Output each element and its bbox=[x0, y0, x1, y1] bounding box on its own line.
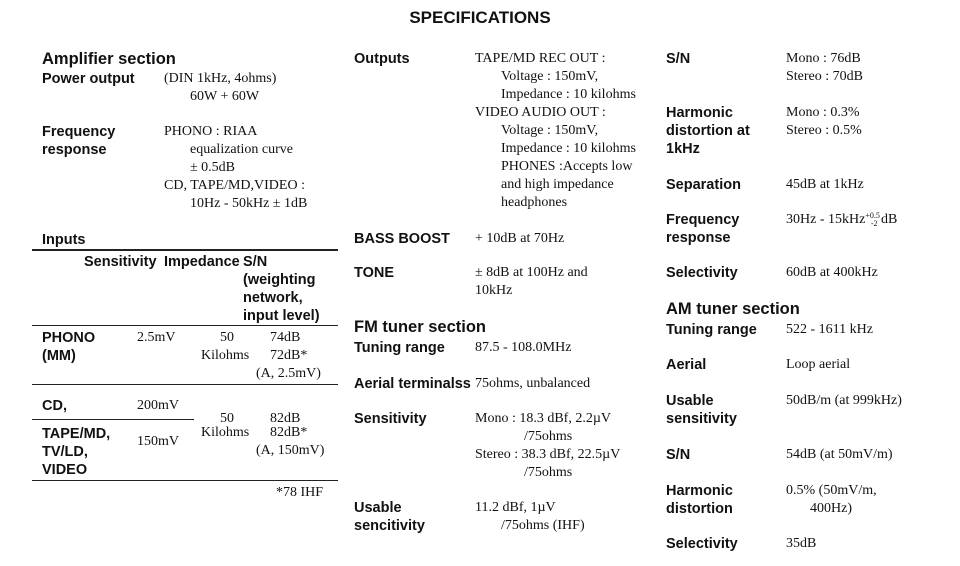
fm-sensitivity-stereo: Stereo : 38.3 dBf, 22.5µV bbox=[475, 447, 621, 462]
inputs-row-cd-sensitivity: 200mV bbox=[137, 398, 179, 413]
inputs-shared-sn: 82dB bbox=[270, 411, 301, 426]
fm-harmonic-distortion-label-line3: 1kHz bbox=[666, 141, 700, 157]
tone-label: TONE bbox=[354, 265, 395, 281]
outputs-tape-impedance: Impedance : 10 kilohms bbox=[501, 87, 636, 102]
fm-aerial-terminals-label: Aerial terminalss bbox=[354, 376, 471, 392]
inputs-col-sn-weighting: (weighting bbox=[243, 272, 316, 288]
fm-section-heading: FM tuner section bbox=[354, 318, 487, 336]
fm-selectivity-value: 60dB at 400kHz bbox=[786, 265, 878, 280]
outputs-video-audio-out: VIDEO AUDIO OUT : bbox=[475, 105, 606, 120]
fm-sensitivity-mono: Mono : 18.3 dBf, 2.2µV bbox=[475, 411, 612, 426]
inputs-shared-sn-a: 82dB* bbox=[270, 425, 308, 440]
am-harmonic-distortion-value: 0.5% (50mV/m, bbox=[786, 483, 877, 498]
inputs-header-rule bbox=[32, 249, 338, 251]
amp-frequency-response-line-range: 10Hz - 50kHz ± 1dB bbox=[190, 196, 308, 211]
fm-separation-value: 45dB at 1kHz bbox=[786, 177, 864, 192]
fm-sensitivity-label: Sensitivity bbox=[354, 411, 427, 427]
amp-frequency-response-riaa: equalization curve bbox=[190, 142, 294, 157]
fm-harmonic-distortion-mono: Mono : 0.3% bbox=[786, 105, 860, 120]
inputs-row-phono-sensitivity: 2.5mV bbox=[137, 330, 176, 345]
outputs-phones: PHONES :Accepts low bbox=[501, 159, 633, 174]
fm-selectivity-label: Selectivity bbox=[666, 265, 738, 281]
inputs-row-phono-name: PHONO bbox=[42, 330, 96, 346]
fm-sn-stereo: Stereo : 70dB bbox=[786, 69, 863, 84]
outputs-phones-impedance: and high impedance bbox=[501, 177, 614, 192]
fm-sensitivity-stereo-ohms: /75ohms bbox=[524, 465, 573, 480]
inputs-row-phono-sn-a: 72dB* bbox=[270, 348, 308, 363]
inputs-col-sn-network: network, bbox=[243, 290, 303, 306]
am-usable-sensitivity-label-line2: sensitivity bbox=[666, 411, 737, 427]
outputs-phones-headphones: headphones bbox=[501, 195, 568, 210]
fm-tuning-range-label: Tuning range bbox=[354, 340, 445, 356]
fm-frequency-response-tol-minus: -2 bbox=[870, 219, 878, 228]
inputs-col-sn: S/N bbox=[243, 254, 268, 270]
inputs-shared-impedance: 50 bbox=[220, 411, 234, 426]
fm-sn-label: S/N bbox=[666, 51, 691, 67]
inputs-col-impedance: Impedance bbox=[164, 254, 240, 270]
outputs-tape-rec-out: TAPE/MD REC OUT : bbox=[475, 51, 606, 66]
fm-usable-sensitivity-label-line2: sencitivity bbox=[354, 518, 425, 534]
inputs-row-tape-sensitivity: 150mV bbox=[137, 434, 179, 449]
am-sn-label: S/N bbox=[666, 447, 691, 463]
tone-value-line2: 10kHz bbox=[475, 283, 513, 298]
bass-boost-value: + 10dB at 70Hz bbox=[475, 231, 565, 246]
power-output-condition: (DIN 1kHz, 4ohms) bbox=[164, 71, 277, 86]
inputs-row-tape-name-tv: TV/LD, bbox=[42, 444, 88, 460]
am-harmonic-distortion-label-line2: distortion bbox=[666, 501, 733, 517]
outputs-video-impedance: Impedance : 10 kilohms bbox=[501, 141, 636, 156]
inputs-row-rule bbox=[32, 384, 338, 385]
fm-frequency-response-value bbox=[786, 211, 897, 229]
fm-usable-sensitivity-value-line2: /75ohms (IHF) bbox=[501, 518, 585, 533]
am-aerial-label: Aerial bbox=[666, 357, 707, 373]
inputs-bottom-rule bbox=[32, 480, 338, 481]
am-harmonic-distortion-value-line2: 400Hz) bbox=[810, 501, 852, 516]
fm-usable-sensitivity-value: 11.2 dBf, 1µV bbox=[475, 500, 556, 515]
inputs-row-tape-name-video: VIDEO bbox=[42, 462, 88, 478]
amp-frequency-response-line-inputs: CD, TAPE/MD,VIDEO : bbox=[164, 178, 305, 193]
inputs-shared-impedance-unit: Kilohms bbox=[201, 425, 250, 440]
amp-frequency-response-label-line1: Frequency bbox=[42, 124, 116, 140]
amp-frequency-response-phono-tolerance: ± 0.5dB bbox=[190, 160, 236, 175]
fm-sn-mono: Mono : 76dB bbox=[786, 51, 861, 66]
fm-aerial-terminals-value: 75ohms, unbalanced bbox=[475, 376, 591, 391]
inputs-row-phono-sn: 74dB bbox=[270, 330, 301, 345]
fm-frequency-response-label: Frequency bbox=[666, 212, 740, 228]
power-output-label: Power output bbox=[42, 71, 135, 87]
fm-tuning-range-value: 87.5 - 108.0MHz bbox=[475, 340, 572, 355]
fm-sensitivity-mono-ohms: /75ohms bbox=[524, 429, 573, 444]
inputs-row-phono-impedance: 50 bbox=[220, 330, 234, 345]
tone-value: ± 8dB at 100Hz and bbox=[475, 265, 588, 280]
am-usable-sensitivity-label: Usable bbox=[666, 393, 714, 409]
fm-harmonic-distortion-label: Harmonic bbox=[666, 105, 733, 121]
inputs-row-tape-name: TAPE/MD, bbox=[42, 426, 111, 442]
am-section-heading: AM tuner section bbox=[666, 300, 800, 318]
inputs-col-sn-level: input level) bbox=[243, 308, 320, 324]
inputs-footnote: *78 IHF bbox=[276, 485, 324, 500]
inputs-columns-rule bbox=[32, 325, 338, 326]
am-selectivity-label: Selectivity bbox=[666, 536, 738, 552]
inputs-col-sensitivity: Sensitivity bbox=[84, 254, 157, 270]
inputs-row-rule-partial bbox=[32, 419, 194, 420]
power-output-value: 60W + 60W bbox=[190, 89, 260, 104]
fm-frequency-response-unit: dB bbox=[881, 212, 898, 227]
inputs-row-phono-name-mm: (MM) bbox=[42, 348, 76, 364]
am-sn-value: 54dB (at 50mV/m) bbox=[786, 447, 893, 462]
fm-separation-label: Separation bbox=[666, 177, 741, 193]
fm-frequency-response-label-line2: response bbox=[666, 230, 731, 246]
amp-frequency-response-label-line2: response bbox=[42, 142, 107, 158]
inputs-row-phono-sn-level: (A, 2.5mV) bbox=[256, 366, 321, 381]
inputs-row-cd-name: CD, bbox=[42, 398, 67, 414]
am-selectivity-value: 35dB bbox=[786, 536, 817, 551]
page-title: SPECIFICATIONS bbox=[409, 8, 551, 27]
inputs-heading: Inputs bbox=[42, 232, 86, 248]
am-tuning-range-value: 522 - 1611 kHz bbox=[786, 322, 873, 337]
inputs-shared-sn-level: (A, 150mV) bbox=[256, 443, 325, 458]
outputs-label: Outputs bbox=[354, 51, 410, 67]
fm-frequency-response-tol-plus: +0.5 bbox=[865, 211, 880, 220]
outputs-tape-voltage: Voltage : 150mV, bbox=[501, 69, 599, 84]
amplifier-section-heading: Amplifier section bbox=[42, 50, 176, 68]
fm-usable-sensitivity-label: Usable bbox=[354, 500, 402, 516]
bass-boost-label: BASS BOOST bbox=[354, 231, 450, 247]
fm-harmonic-distortion-label-line2: distortion at bbox=[666, 123, 750, 139]
inputs-row-phono-impedance-unit: Kilohms bbox=[201, 348, 250, 363]
am-usable-sensitivity-value: 50dB/m (at 999kHz) bbox=[786, 393, 902, 408]
am-aerial-value: Loop aerial bbox=[786, 357, 851, 372]
fm-frequency-response-range: 30Hz - 15kHz bbox=[786, 212, 866, 227]
fm-harmonic-distortion-stereo: Stereo : 0.5% bbox=[786, 123, 862, 138]
am-harmonic-distortion-label: Harmonic bbox=[666, 483, 733, 499]
amp-frequency-response-phono: PHONO : RIAA bbox=[164, 124, 258, 139]
am-tuning-range-label: Tuning range bbox=[666, 322, 757, 338]
outputs-video-voltage: Voltage : 150mV, bbox=[501, 123, 599, 138]
